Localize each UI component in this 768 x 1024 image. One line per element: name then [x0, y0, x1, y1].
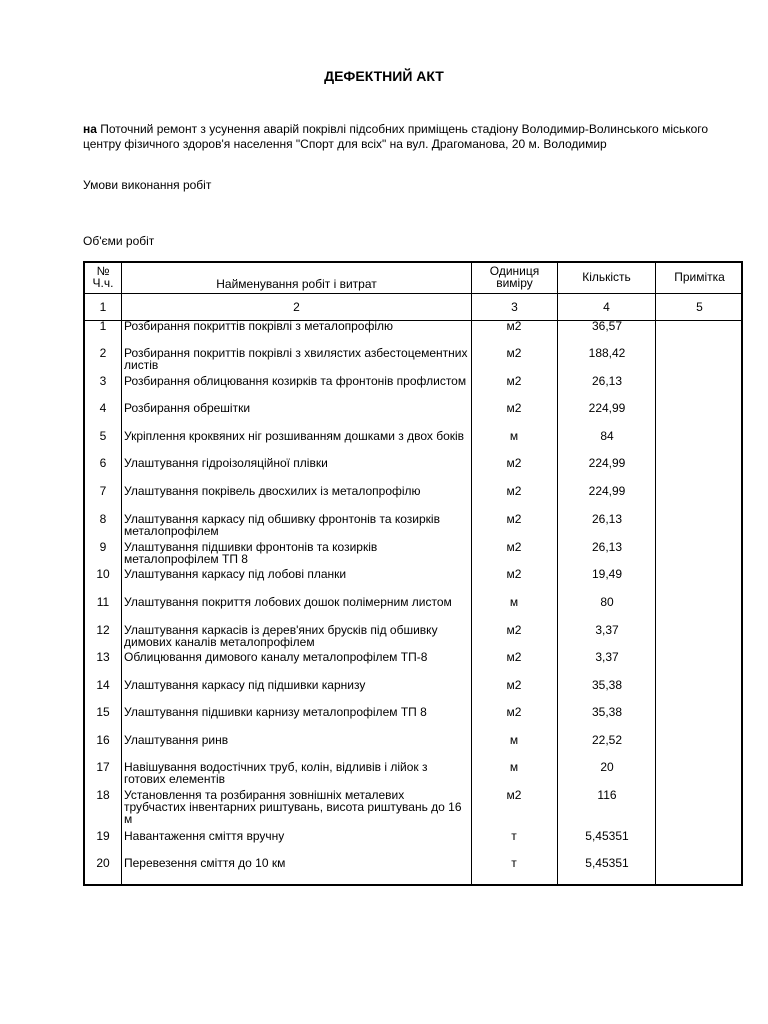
row-number: 2: [99, 346, 107, 360]
quantity: 188,42: [588, 346, 626, 360]
row-number: 11: [96, 595, 110, 609]
column-number: 3: [511, 300, 518, 314]
row-number: 3: [99, 374, 107, 388]
quantity: 80: [600, 595, 614, 609]
unit: м2: [506, 456, 522, 470]
row-number: 19: [96, 829, 110, 843]
table-header: [85, 263, 741, 294]
works-table: [83, 261, 743, 886]
work-name: Перевезення сміття до 10 км: [124, 856, 286, 870]
work-name: Улаштування покриття лобових дошок полімерним листом: [124, 595, 452, 609]
quantity: 116: [597, 788, 617, 802]
header-note: Примітка: [674, 270, 725, 284]
quantity: 22,52: [591, 733, 623, 747]
quantity: 20: [600, 760, 614, 774]
work-name: Розбирання покриттів покрівлі з хвилястих азбестоцементних листів: [124, 346, 468, 372]
row-number: 18: [96, 788, 110, 802]
row-number: 5: [99, 429, 107, 443]
work-name: Улаштування підшивки карнизу металопрофілем ТП 8: [124, 705, 427, 719]
unit: м2: [506, 788, 522, 802]
column-number: 2: [293, 300, 300, 314]
unit: м2: [506, 484, 522, 498]
work-name: Улаштування підшивки фронтонів та козирків металопрофілем ТП 8: [124, 540, 378, 566]
row-number: 4: [99, 401, 107, 415]
quantity: 3,37: [595, 623, 619, 637]
work-name: Установлення та розбирання зовнішніх металевих трубчастих інвентарних риштувань, висота риштувань до 16 м: [124, 788, 462, 826]
unit: м2: [506, 374, 522, 388]
work-name: Облицювання димового каналу металопрофілем ТП-8: [124, 650, 428, 664]
quantity: 35,38: [591, 705, 623, 719]
unit: т: [511, 829, 517, 843]
work-description: [83, 122, 743, 152]
quantity: 5,45351: [585, 856, 629, 870]
volumes-label: Об'єми робіт: [83, 234, 155, 248]
work-name: Навантаження сміття вручну: [124, 829, 285, 843]
quantity: 26,13: [591, 374, 623, 388]
unit: м2: [506, 319, 522, 333]
quantity: 3,37: [595, 650, 619, 664]
work-name: Розбирання обрешітки: [124, 401, 251, 415]
work-name: Улаштування каркасу під лобові планки: [124, 567, 347, 581]
quantity: 5,45351: [585, 829, 629, 843]
row-number: 17: [96, 760, 110, 774]
unit: м2: [506, 401, 522, 415]
work-name: Укріплення кроквяних ніг розшиванням дошками з двох боків: [124, 429, 465, 443]
header-unit: Одиниця виміру: [489, 264, 540, 290]
unit: м2: [506, 650, 522, 664]
work-name: Улаштування каркасу під підшивки карнизу: [124, 678, 366, 692]
row-number: 20: [96, 856, 110, 870]
row-number: 8: [99, 512, 107, 526]
quantity: 224,99: [588, 456, 626, 470]
work-name: Улаштування ринв: [124, 733, 229, 747]
unit: м2: [506, 623, 522, 637]
row-number: 14: [96, 678, 110, 692]
unit: т: [511, 856, 517, 870]
work-name: Улаштування гідроізоляційної плівки: [124, 456, 328, 470]
work-name: Навішування водостічних труб, колін, відливів і лійок з готових елементів: [124, 760, 428, 786]
quantity: 224,99: [588, 484, 626, 498]
unit: м2: [506, 705, 522, 719]
column-number: 1: [99, 300, 107, 314]
unit: м2: [506, 346, 522, 360]
quantity: 26,13: [591, 512, 623, 526]
conditions-label: Умови виконання робіт: [83, 178, 212, 192]
row-number: 10: [96, 567, 110, 581]
column-number: 4: [603, 300, 610, 314]
row-number: 15: [96, 705, 110, 719]
work-name: Улаштування покрівель двосхилих із металопрофілю: [124, 484, 421, 498]
quantity: 19,49: [591, 567, 623, 581]
unit: м: [509, 595, 519, 609]
header-name: Найменування робіт і витрат: [216, 277, 377, 291]
quantity: 36,57: [591, 319, 623, 333]
unit: м2: [506, 540, 522, 554]
unit: м: [509, 733, 519, 747]
row-number: 7: [99, 484, 107, 498]
unit: м2: [506, 567, 522, 581]
column-number: 5: [696, 300, 703, 314]
unit: м: [509, 429, 519, 443]
intro-prefix: на: [83, 122, 97, 136]
row-number: 16: [96, 733, 110, 747]
quantity: 224,99: [588, 401, 626, 415]
quantity: 26,13: [591, 540, 623, 554]
work-name: Розбирання покриттів покрівлі з металопрофілю: [124, 319, 394, 333]
column-numbers-row: [85, 293, 741, 321]
quantity: 84: [600, 429, 614, 443]
row-number: 9: [99, 540, 107, 554]
document-title: ДЕФЕКТНИЙ АКТ: [324, 68, 444, 84]
work-name: Улаштування каркасів із дерев'яних брусків під обшивку димових каналів металопрофілем: [124, 623, 438, 649]
header-number: № Ч.ч.: [92, 264, 114, 290]
header-quantity: Кількість: [582, 270, 631, 284]
unit: м: [509, 760, 519, 774]
work-name: Розбирання облицювання козирків та фронтонів профлистом: [124, 374, 467, 388]
quantity: 35,38: [591, 678, 623, 692]
unit: м2: [506, 512, 522, 526]
row-number: 13: [96, 650, 110, 664]
intro-text: Поточний ремонт з усунення аварій покрівлі підсобних приміщень стадіону Володимир-Волинського міського центру фізичного здоров'я населення "Спорт для всіх" на вул. Драгоманова, 20 м. Володимир: [83, 122, 709, 151]
row-number: 6: [99, 456, 107, 470]
row-number: 1: [99, 319, 107, 333]
unit: м2: [506, 678, 522, 692]
work-name: Улаштування каркасу під обшивку фронтонів та козирків металопрофілем: [124, 512, 440, 538]
row-number: 12: [96, 623, 110, 637]
